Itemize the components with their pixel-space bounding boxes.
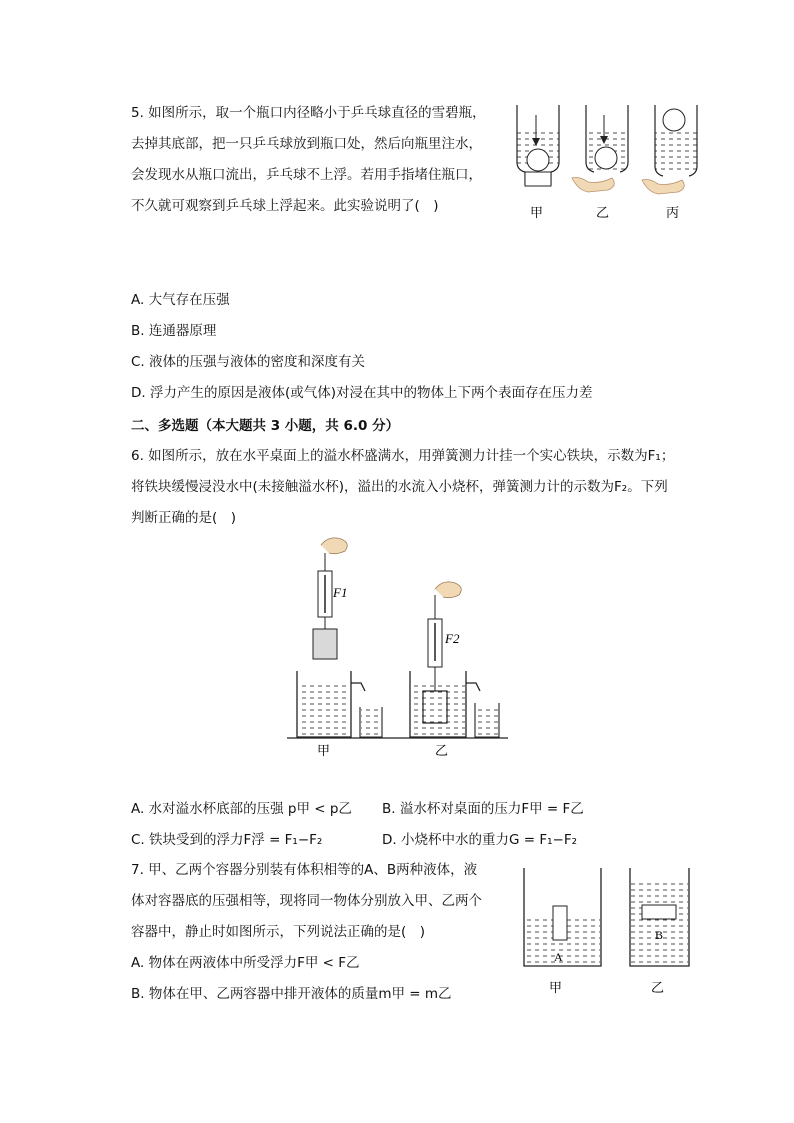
figure-label-yi: 乙 — [435, 744, 449, 759]
question-5-line: 会发现水从瓶口流出，乒乓球不上浮。若用手指堵住瓶口， — [131, 167, 482, 183]
question-7-line: 体对容器底的压强相等，现将同一物体分别放入甲、乙两个 — [131, 893, 482, 909]
bottle-yi — [572, 105, 628, 192]
question-6-figure — [285, 533, 510, 765]
liquid-label-b: B — [655, 928, 664, 942]
figure-label-yi: 乙 — [651, 981, 665, 996]
option-a: A. 大气存在压强 — [131, 292, 230, 308]
question-5-text — [131, 103, 486, 227]
figure-label-jia: 甲 — [549, 981, 563, 996]
question-7-figure — [518, 863, 698, 998]
question-7-line: 容器中，静止时如图所示，下列说法正确的是( ) — [131, 924, 426, 940]
scale-label-f2: F2 — [445, 631, 460, 646]
question-7-line: 7. 甲、乙两个容器分别装有体积相等的A、B两种液体，液 — [131, 862, 478, 878]
question-7-text — [131, 860, 482, 1015]
option-a: A. 物体在两液体中所受浮力F甲 < F乙 — [131, 955, 360, 971]
question-5-options — [131, 290, 593, 414]
container-jia — [524, 868, 601, 966]
option-a: A. 水对溢水杯底部的压强 p甲 < p乙 — [131, 801, 352, 817]
option-b: B. 物体在甲、乙两容器中排开液体的质量m甲 = m乙 — [131, 986, 452, 1002]
option-d: D. 浮力产生的原因是液体(或气体)对浸在其中的物体上下两个表面存在压力差 — [131, 385, 593, 401]
figure-label-bing: 丙 — [666, 206, 680, 221]
setup-jia — [297, 538, 382, 737]
question-6-line: 6. 如图所示，放在水平桌面上的溢水杯盛满水，用弹簧测力计挂一个实心铁块，示数为F₁； — [131, 448, 675, 464]
question-6-line: 判断正确的是( ) — [131, 510, 237, 526]
option-d: D. 小烧杯中水的重力G = F₁−F₂ — [382, 832, 577, 848]
container-yi — [630, 868, 689, 966]
option-b: B. 溢水杯对桌面的压力F甲 = F乙 — [382, 801, 584, 817]
setup-yi — [410, 582, 499, 737]
question-5-line: 不久就可观察到乒乓球上浮起来。此实验说明了( ) — [131, 198, 439, 214]
option-b: B. 连通器原理 — [131, 323, 217, 339]
figure-label-yi: 乙 — [596, 206, 610, 221]
question-6-line: 将铁块缓慢浸没水中(未接触溢水杯)，溢出的水流入小烧杯，弹簧测力计的示数为F₂。下列 — [131, 479, 668, 495]
question-6-text — [131, 446, 674, 539]
question-5-figure — [508, 100, 708, 225]
option-c: C. 铁块受到的浮力F浮 = F₁−F₂ — [131, 832, 323, 848]
figure-label-jia: 甲 — [317, 744, 331, 759]
bottle-jia — [517, 105, 559, 186]
question-5-line: 5. 如图所示，取一个瓶口内径略小于乒乓球直径的雪碧瓶， — [131, 105, 486, 121]
bottle-bing — [642, 105, 697, 194]
scale-label-f1: F1 — [333, 585, 348, 600]
question-5-line: 去掉其底部，把一只乒乓球放到瓶口处，然后向瓶里注水， — [131, 136, 482, 152]
section-title: 二、多选题（本大题共 3 小题，共 6.0 分） — [131, 418, 400, 434]
option-c: C. 液体的压强与液体的密度和深度有关 — [131, 354, 366, 370]
figure-label-jia: 甲 — [530, 206, 544, 221]
liquid-label-a: A — [554, 950, 563, 964]
